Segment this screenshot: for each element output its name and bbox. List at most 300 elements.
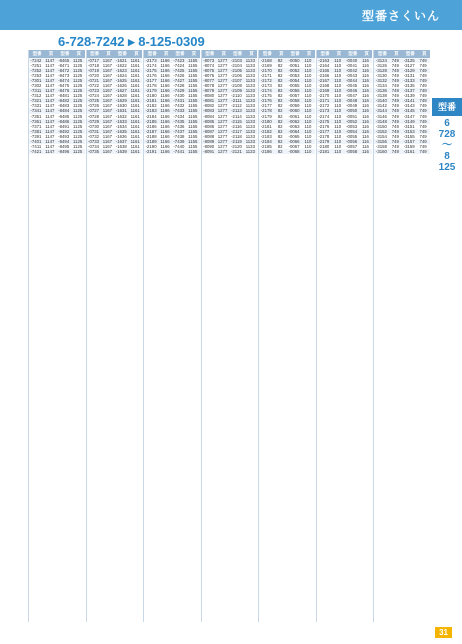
table-cell: -0719 <box>88 68 100 74</box>
table-row <box>87 149 143 154</box>
table-cell: 1155 <box>188 108 198 114</box>
table-cell: -2180 <box>145 93 157 99</box>
table-cell: -3156 <box>375 138 387 144</box>
table-cell: -0052 <box>288 68 300 74</box>
table-cell: 1161 <box>130 98 140 104</box>
table-cell: -2169 <box>260 63 272 69</box>
table-cell: -0728 <box>88 113 100 119</box>
table-cell: -2176 <box>318 123 330 129</box>
table-cell: 1147 <box>45 58 55 64</box>
table-cell: -7433 <box>173 108 185 114</box>
table-cell: 116 <box>362 93 369 99</box>
table-cell: -0062 <box>288 118 300 124</box>
table-cell: -3140 <box>375 98 387 104</box>
table-cell: 749 <box>391 78 399 84</box>
table-cell: 116 <box>362 128 369 134</box>
table-cell: 110 <box>334 93 342 99</box>
table-cell: -8090 <box>203 143 215 149</box>
table-cell: 110 <box>304 123 312 129</box>
table-cell: -2174 <box>318 113 330 119</box>
table-cell: -7434 <box>173 113 185 119</box>
table-cell: 110 <box>304 148 312 154</box>
table-cell: 1147 <box>45 133 55 139</box>
table-cell: -0724 <box>88 93 100 99</box>
table-cell: -8084 <box>203 113 215 119</box>
table-cell: 749 <box>419 68 427 74</box>
table-cell: -8484 <box>58 108 70 114</box>
table-cell: 116 <box>362 103 369 109</box>
table-cell: 1125 <box>72 138 83 144</box>
table-cell: 116 <box>362 118 369 124</box>
table-cell: -2114 <box>231 113 242 119</box>
table-cell: -8089 <box>203 138 215 144</box>
table-cell: -2169 <box>318 88 330 94</box>
table-cell: 1166 <box>160 113 170 119</box>
column-header-cell: 型番 <box>117 51 127 56</box>
table-cell: -1631 <box>115 108 127 114</box>
table-cell: -0051 <box>346 113 358 119</box>
table-cell: -8086 <box>203 123 215 129</box>
table-cell: 1147 <box>45 73 55 79</box>
table-cell: 1166 <box>160 68 170 74</box>
table-cell: -8077 <box>203 78 215 84</box>
table-cell: -3160 <box>375 148 387 154</box>
column-header-cell: 頁 <box>364 51 369 56</box>
table-cell: 1166 <box>160 93 170 99</box>
table-cell: 1155 <box>188 123 198 129</box>
table-cell: 1277 <box>217 143 228 149</box>
table-cell: -0722 <box>88 83 100 89</box>
table-cell: 110 <box>304 108 312 114</box>
table-cell: 82 <box>277 63 283 69</box>
table-cell: 1167 <box>102 123 113 129</box>
table-cell: 1133 <box>245 78 255 84</box>
table-cell: 749 <box>419 88 427 94</box>
table-cell: 1166 <box>160 98 170 104</box>
table-cell: -0057 <box>346 143 358 149</box>
table-cell: 110 <box>334 78 342 84</box>
column-header-cell: 型番 <box>175 51 185 56</box>
table-cell: 1155 <box>188 88 198 94</box>
column-header-cell: 型番 <box>205 51 215 56</box>
table-cell: 1161 <box>130 68 140 74</box>
table-cell: 1155 <box>188 98 198 104</box>
table-cell: -0721 <box>88 78 100 84</box>
table-cell: -8074 <box>203 63 215 69</box>
table-cell: 749 <box>419 58 427 64</box>
table-cell: -2104 <box>230 63 242 69</box>
table-cell: 1167 <box>102 103 113 109</box>
table-cell: -2171 <box>260 73 272 79</box>
table-cell: -3146 <box>375 113 387 119</box>
table-cell: 1166 <box>160 138 170 144</box>
table-cell: -3126 <box>375 63 387 69</box>
table-cell: 749 <box>419 128 427 134</box>
table-cell: 749 <box>419 108 427 114</box>
table-cell: -2178 <box>260 108 272 114</box>
side-range-part: 〜 <box>442 140 452 151</box>
table-cell: -1636 <box>115 133 127 139</box>
table-cell: -2166 <box>318 73 330 79</box>
table-cell: 1167 <box>102 73 113 79</box>
table-cell: -7427 <box>173 78 185 84</box>
table-cell: 1277 <box>217 103 228 109</box>
table-cell: -1629 <box>115 98 127 104</box>
table-cell: 1133 <box>245 138 255 144</box>
table-cell: 82 <box>277 118 283 124</box>
table-cell: -2189 <box>145 138 157 144</box>
table-cell: 1277 <box>217 113 228 119</box>
table-cell: 1147 <box>45 93 55 99</box>
index-column <box>201 50 258 622</box>
table-cell: -0051 <box>288 63 300 69</box>
table-cell: 1277 <box>217 73 228 79</box>
table-cell: -0064 <box>288 128 300 134</box>
table-cell: 1167 <box>102 118 113 124</box>
table-cell: 1166 <box>160 73 170 79</box>
table-cell: -7435 <box>173 118 185 124</box>
table-cell: -0047 <box>346 93 358 99</box>
table-cell: -2106 <box>230 73 242 79</box>
table-cell: -7411 <box>30 143 42 149</box>
table-cell: 749 <box>419 123 427 129</box>
table-cell: 110 <box>334 68 342 74</box>
table-cell: 1147 <box>45 108 55 114</box>
table-cell: -3159 <box>403 143 415 149</box>
table-cell: 110 <box>334 103 342 109</box>
table-cell: -2191 <box>145 148 157 154</box>
table-cell: 116 <box>362 88 369 94</box>
table-cell: 110 <box>304 68 312 74</box>
table-cell: -2176 <box>260 98 272 104</box>
table-cell: 1277 <box>217 58 228 64</box>
table-cell: -1626 <box>115 83 127 89</box>
table-cell: 1167 <box>102 93 113 99</box>
table-cell: -8494 <box>58 138 70 144</box>
table-cell: 1167 <box>102 113 113 119</box>
table-cell: 1161 <box>130 73 140 79</box>
index-title: 型番さくいん <box>361 9 440 23</box>
table-cell: -2107 <box>230 78 242 84</box>
table-row <box>202 149 258 154</box>
table-cell: 1133 <box>245 123 255 129</box>
column-header-cell: 頁 <box>306 51 312 56</box>
table-cell: 110 <box>304 138 312 144</box>
table-cell: 1125 <box>72 58 83 64</box>
table-cell: 1125 <box>72 98 83 104</box>
table-cell: -2120 <box>230 143 242 149</box>
table-cell: -0054 <box>346 128 358 134</box>
table-cell: 1277 <box>217 133 228 139</box>
table-cell: -2175 <box>145 68 157 74</box>
table-cell: 749 <box>419 133 427 139</box>
table-cell: 1147 <box>45 83 55 89</box>
table-cell: -3137 <box>403 88 415 94</box>
table-cell: -8073 <box>203 58 215 64</box>
table-cell: -7425 <box>173 68 185 74</box>
table-cell: 1125 <box>72 63 83 69</box>
table-cell: -2181 <box>260 123 272 129</box>
table-cell: -3145 <box>403 108 415 114</box>
table-cell: 1133 <box>245 103 255 109</box>
table-cell: -2184 <box>260 138 272 144</box>
table-cell: -3128 <box>375 68 387 74</box>
table-cell: 749 <box>419 83 427 89</box>
table-cell: -2167 <box>318 78 330 84</box>
table-cell: -0068 <box>288 148 300 154</box>
table-cell: -8087 <box>203 128 215 134</box>
table-cell: 116 <box>362 108 369 114</box>
table-cell: 1161 <box>130 93 140 99</box>
table-cell: -3131 <box>403 73 415 79</box>
table-cell: 1166 <box>160 133 170 139</box>
table-cell: -7438 <box>173 133 185 139</box>
table-cell: -2179 <box>318 138 330 144</box>
table-cell: 82 <box>277 83 283 89</box>
table-cell: 1133 <box>245 143 255 149</box>
table-cell: 110 <box>304 133 312 139</box>
table-cell: 82 <box>277 103 283 109</box>
table-cell: 1133 <box>245 73 255 79</box>
table-cell: 1155 <box>188 118 198 124</box>
table-cell: 1161 <box>130 113 140 119</box>
table-cell: 110 <box>334 88 342 94</box>
table-cell: -0732 <box>88 133 100 139</box>
table-row <box>259 149 315 154</box>
table-cell: 1125 <box>72 83 83 89</box>
table-cell: 116 <box>362 143 369 149</box>
table-cell: -7371 <box>30 123 42 129</box>
table-cell: 1155 <box>188 128 198 134</box>
table-cell: -2170 <box>318 93 330 99</box>
table-cell: -8485 <box>58 113 70 119</box>
table-cell: 1161 <box>130 143 140 149</box>
table-cell: 1277 <box>217 123 228 129</box>
table-cell: -0729 <box>88 118 100 124</box>
table-cell: 749 <box>391 83 399 89</box>
table-cell: -2109 <box>230 88 242 94</box>
column-header-cell: 型番 <box>378 51 388 56</box>
column-header-cell: 頁 <box>336 51 342 56</box>
table-cell: -7423 <box>173 58 185 64</box>
table-cell: 82 <box>277 98 283 104</box>
table-cell: 110 <box>304 103 312 109</box>
column-header <box>317 50 373 58</box>
table-cell: 116 <box>362 133 369 139</box>
table-cell: 1125 <box>72 128 83 134</box>
table-cell: 749 <box>419 78 427 84</box>
table-cell: 110 <box>304 63 312 69</box>
table-cell: -2172 <box>260 78 272 84</box>
table-cell: 110 <box>334 148 342 154</box>
table-cell: -7312 <box>30 93 42 99</box>
table-cell: 116 <box>362 113 369 119</box>
table-cell: 1161 <box>130 63 140 69</box>
table-cell: 1125 <box>72 118 83 124</box>
table-cell: 749 <box>419 93 427 99</box>
table-cell: -8475 <box>58 83 70 89</box>
table-cell: -0052 <box>346 118 358 124</box>
table-cell: 1161 <box>130 108 140 114</box>
table-cell: -8471 <box>58 63 70 69</box>
table-cell: 1277 <box>217 98 228 104</box>
table-cell: 1155 <box>188 83 198 89</box>
table-cell: -8082 <box>203 103 215 109</box>
table-cell: -0734 <box>88 143 100 149</box>
table-cell: -2105 <box>230 68 242 74</box>
table-cell: 1277 <box>217 148 228 154</box>
table-cell: 110 <box>334 143 342 149</box>
table-cell: -2111 <box>231 98 242 104</box>
table-cell: -3147 <box>403 113 415 119</box>
table-cell: -3144 <box>375 108 387 114</box>
table-cell: -2164 <box>318 63 330 69</box>
column-header-cell: 頁 <box>163 51 169 56</box>
table-cell: 116 <box>362 98 369 104</box>
index-column <box>258 50 315 622</box>
table-cell: -3125 <box>403 58 415 64</box>
table-cell: -0717 <box>88 58 100 64</box>
table-cell: 82 <box>277 148 283 154</box>
table-cell: 1277 <box>217 83 228 89</box>
table-cell: -7253 <box>30 73 42 79</box>
table-cell: 1161 <box>130 123 140 129</box>
table-cell: 1155 <box>188 103 198 109</box>
table-cell: 110 <box>304 83 312 89</box>
table-cell: 1125 <box>72 68 83 74</box>
table-cell: 1133 <box>245 68 255 74</box>
table-cell: 110 <box>304 78 312 84</box>
table-cell: -3135 <box>403 83 415 89</box>
table-cell: -2187 <box>145 128 157 134</box>
table-cell: 82 <box>277 68 283 74</box>
column-header-cell: 頁 <box>279 51 284 56</box>
table-cell: 749 <box>391 138 399 144</box>
table-cell: -7431 <box>173 98 185 104</box>
table-cell: 110 <box>334 138 342 144</box>
table-cell: -0720 <box>88 73 100 79</box>
table-cell: 116 <box>362 63 369 69</box>
table-cell: 1133 <box>245 83 255 89</box>
table-cell: -0067 <box>288 143 300 149</box>
table-cell: -2177 <box>318 128 330 134</box>
table-cell: 1277 <box>217 78 228 84</box>
table-cell: -3143 <box>403 103 415 109</box>
table-cell: 1277 <box>217 108 228 114</box>
table-cell: 1125 <box>72 108 83 114</box>
table-cell: 1167 <box>102 133 113 139</box>
column-header-cell: 型番 <box>90 51 100 56</box>
table-cell: -7426 <box>173 73 185 79</box>
table-cell: -7242 <box>30 58 42 64</box>
table-cell: 1167 <box>102 88 113 94</box>
table-cell: -3129 <box>403 68 415 74</box>
table-cell: -0727 <box>88 108 100 114</box>
table-cell: -8491 <box>58 123 70 129</box>
table-cell: 110 <box>334 83 342 89</box>
table-cell: 1277 <box>217 88 228 94</box>
table-cell: -2186 <box>260 148 272 154</box>
page-number: 31 <box>435 627 452 638</box>
table-cell: -0053 <box>288 73 300 79</box>
table-cell: 749 <box>419 63 427 69</box>
table-cell: 116 <box>362 83 369 89</box>
table-cell: 1166 <box>160 83 170 89</box>
table-cell: 749 <box>419 143 427 149</box>
side-range-part: 8 <box>444 151 450 162</box>
table-cell: -3148 <box>375 118 387 124</box>
table-cell: -0040 <box>346 58 358 64</box>
table-cell: -8495 <box>58 143 70 149</box>
table-cell: -2183 <box>260 133 272 139</box>
table-cell: 1161 <box>130 83 140 89</box>
table-cell: 110 <box>334 108 342 114</box>
table-cell: -3139 <box>403 93 415 99</box>
table-cell: -0055 <box>288 83 300 89</box>
table-cell: 749 <box>391 113 399 119</box>
table-cell: -8076 <box>203 73 215 79</box>
table-cell: 749 <box>391 123 399 129</box>
table-cell: -0726 <box>88 103 100 109</box>
table-cell: 116 <box>362 138 369 144</box>
table-cell: -0048 <box>346 98 358 104</box>
table-cell: -0059 <box>288 103 300 109</box>
table-cell: -0042 <box>346 68 358 74</box>
table-cell: 1155 <box>188 68 198 74</box>
table-cell: -0056 <box>288 88 300 94</box>
table-cell: -1638 <box>115 143 127 149</box>
table-cell: -1637 <box>115 138 127 144</box>
table-cell: 1277 <box>217 63 228 69</box>
table-cell: 82 <box>277 138 283 144</box>
header-bar <box>0 0 462 30</box>
table-cell: -2182 <box>260 128 272 134</box>
table-cell: -0055 <box>346 133 358 139</box>
table-cell: -1622 <box>115 63 127 69</box>
column-header-cell: 頁 <box>421 51 427 56</box>
table-cell: 1147 <box>45 103 55 109</box>
table-cell: -3130 <box>375 73 387 79</box>
table-cell: 116 <box>362 58 369 64</box>
table-cell: 1147 <box>45 123 55 129</box>
table-cell: -1623 <box>115 68 127 74</box>
column-header-cell: 型番 <box>320 51 330 56</box>
table-cell: 1167 <box>102 68 113 74</box>
table-cell: -8473 <box>58 73 70 79</box>
table-cell: 749 <box>391 148 399 154</box>
table-cell: 1161 <box>130 138 140 144</box>
table-cell: 110 <box>304 73 312 79</box>
column-header-cell: 型番 <box>233 51 243 56</box>
table-cell: -7381 <box>30 128 42 134</box>
table-cell: -2179 <box>145 88 157 94</box>
table-cell: 116 <box>362 68 369 74</box>
table-cell: -0050 <box>346 108 358 114</box>
column-header-cell: 型番 <box>405 51 415 56</box>
table-cell: 749 <box>419 73 427 79</box>
table-cell: -0063 <box>288 123 300 129</box>
table-cell: -8078 <box>203 83 215 89</box>
table-cell: 749 <box>391 98 399 104</box>
table-cell: 1166 <box>160 88 170 94</box>
table-cell: 1161 <box>130 118 140 124</box>
table-cell: 116 <box>362 78 369 84</box>
table-cell: -3157 <box>403 138 415 144</box>
table-cell: -3150 <box>375 123 387 129</box>
table-cell: -3141 <box>403 98 415 104</box>
table-cell: -0061 <box>288 113 300 119</box>
table-cell: 1161 <box>130 103 140 109</box>
